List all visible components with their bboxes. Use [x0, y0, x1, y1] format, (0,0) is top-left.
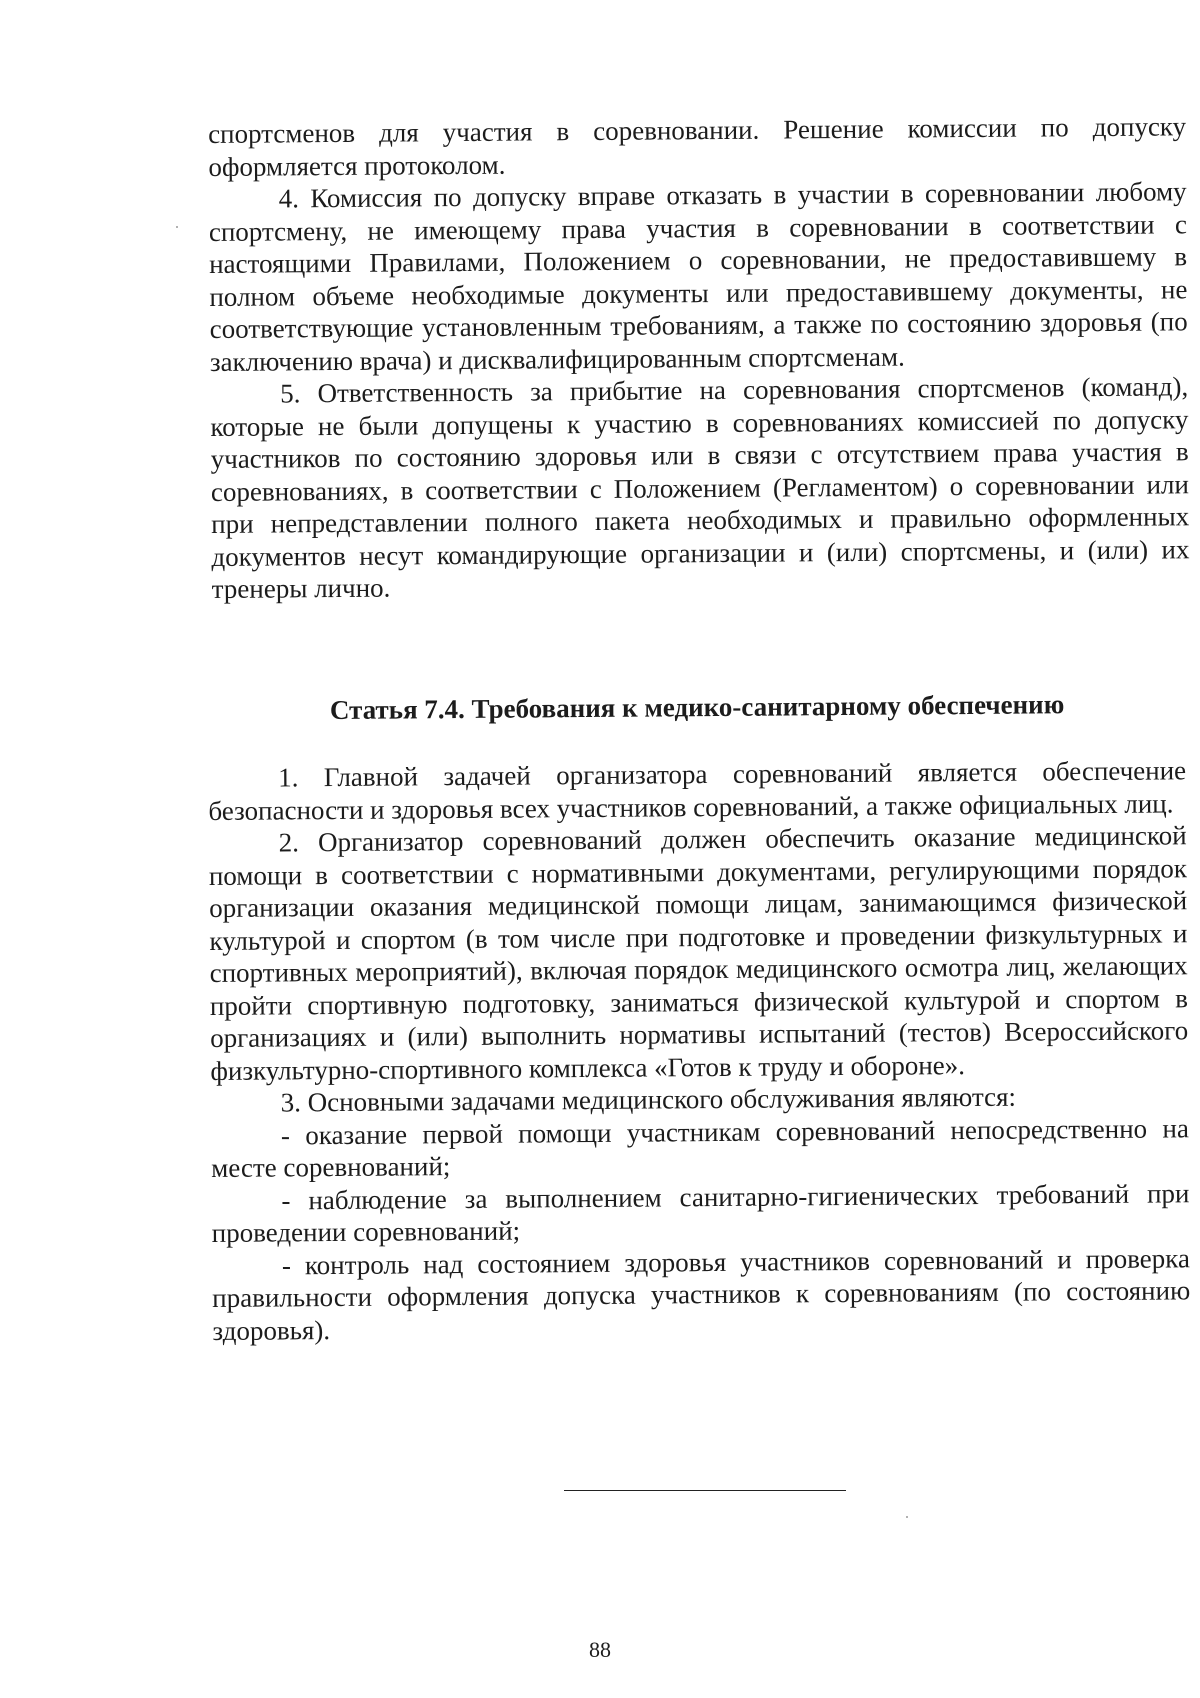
end-divider-line: [564, 1490, 846, 1491]
paragraph-item-1: 1. Главной задачей организатора соревнований является обеспечение безопасности и здоровья всех участников соревнований, а также официальных лиц.: [208, 755, 1187, 826]
paragraph-item-3: 3. Основными задачами медицинского обслуживания являются:: [280, 1081, 1017, 1118]
scan-speck: [906, 1516, 908, 1518]
bottom-text-block: [208, 754, 1191, 1347]
scan-speck: [176, 226, 178, 228]
paragraph-item-4: 4. Комиссия по допуску вправе отказать в участии в соревновании любому спортсмену, не имеющему права участия в соревновании в соответствии с настоящими Правилами, Положением о соревновании, не предоставившему в полном объеме необходимые документы или предоставившему документы, не соответствующие установленным требованиям, а также по состоянию здоровья (по заключению врача) и дисквалифицированным спортсменам.: [208, 176, 1188, 377]
top-text-block: [208, 110, 1190, 605]
article-heading: Статья 7.4. Требования к медико-санитарному обеспечению: [329, 689, 1065, 726]
list-item-sanitary-monitoring: - наблюдение за выполнением санитарно-гигиенических требований при проведении соревнований;: [211, 1177, 1190, 1248]
paragraph-continuation: спортсменов для участия в соревновании. Решение комиссии по допуску оформляется протоколом.: [208, 111, 1187, 182]
page-number: 88: [589, 1637, 611, 1662]
list-item-health-control: - контроль над состоянием здоровья участников соревнований и проверка правильности оформления допуска участников к соревнованиям (по состоянию здоровья).: [212, 1242, 1191, 1346]
paragraph-item-2: 2. Организатор соревнований должен обеспечить оказание медицинской помощи в соответствии с нормативными документами, регулирующими порядок организации оказания медицинской помощи лицам, занимающимся физической культурой и спортом (в том числе при подготовке и проведении физкультурных и спортивных мероприятий), включая порядок медицинского осмотра лиц, желающих пройти спортивную подготовку, заниматься физической культурой и спортом в организациях и (или) выполнить нормативы испытаний (тестов) Всероссийского физкультурно-спортивного комплекса «Готов к труду и обороне».: [208, 820, 1189, 1086]
list-item-first-aid: - оказание первой помощи участникам соревнований непосредственно на месте соревнований;: [211, 1112, 1190, 1183]
paragraph-item-5: 5. Ответственность за прибытие на соревнования спортсменов (команд), которые не были допущены к участию в соревнованиях комиссией по допуску участников по состоянию здоровья или в связи с отсутствием права участия в соревнованиях, в соответствии с Положением (Регламентом) о соревновании или при непредставлении полного пакета необходимых и правильно оформленных документов несут командирующие организации и (или) спортсмены, и (или) их тренеры лично.: [210, 371, 1190, 604]
